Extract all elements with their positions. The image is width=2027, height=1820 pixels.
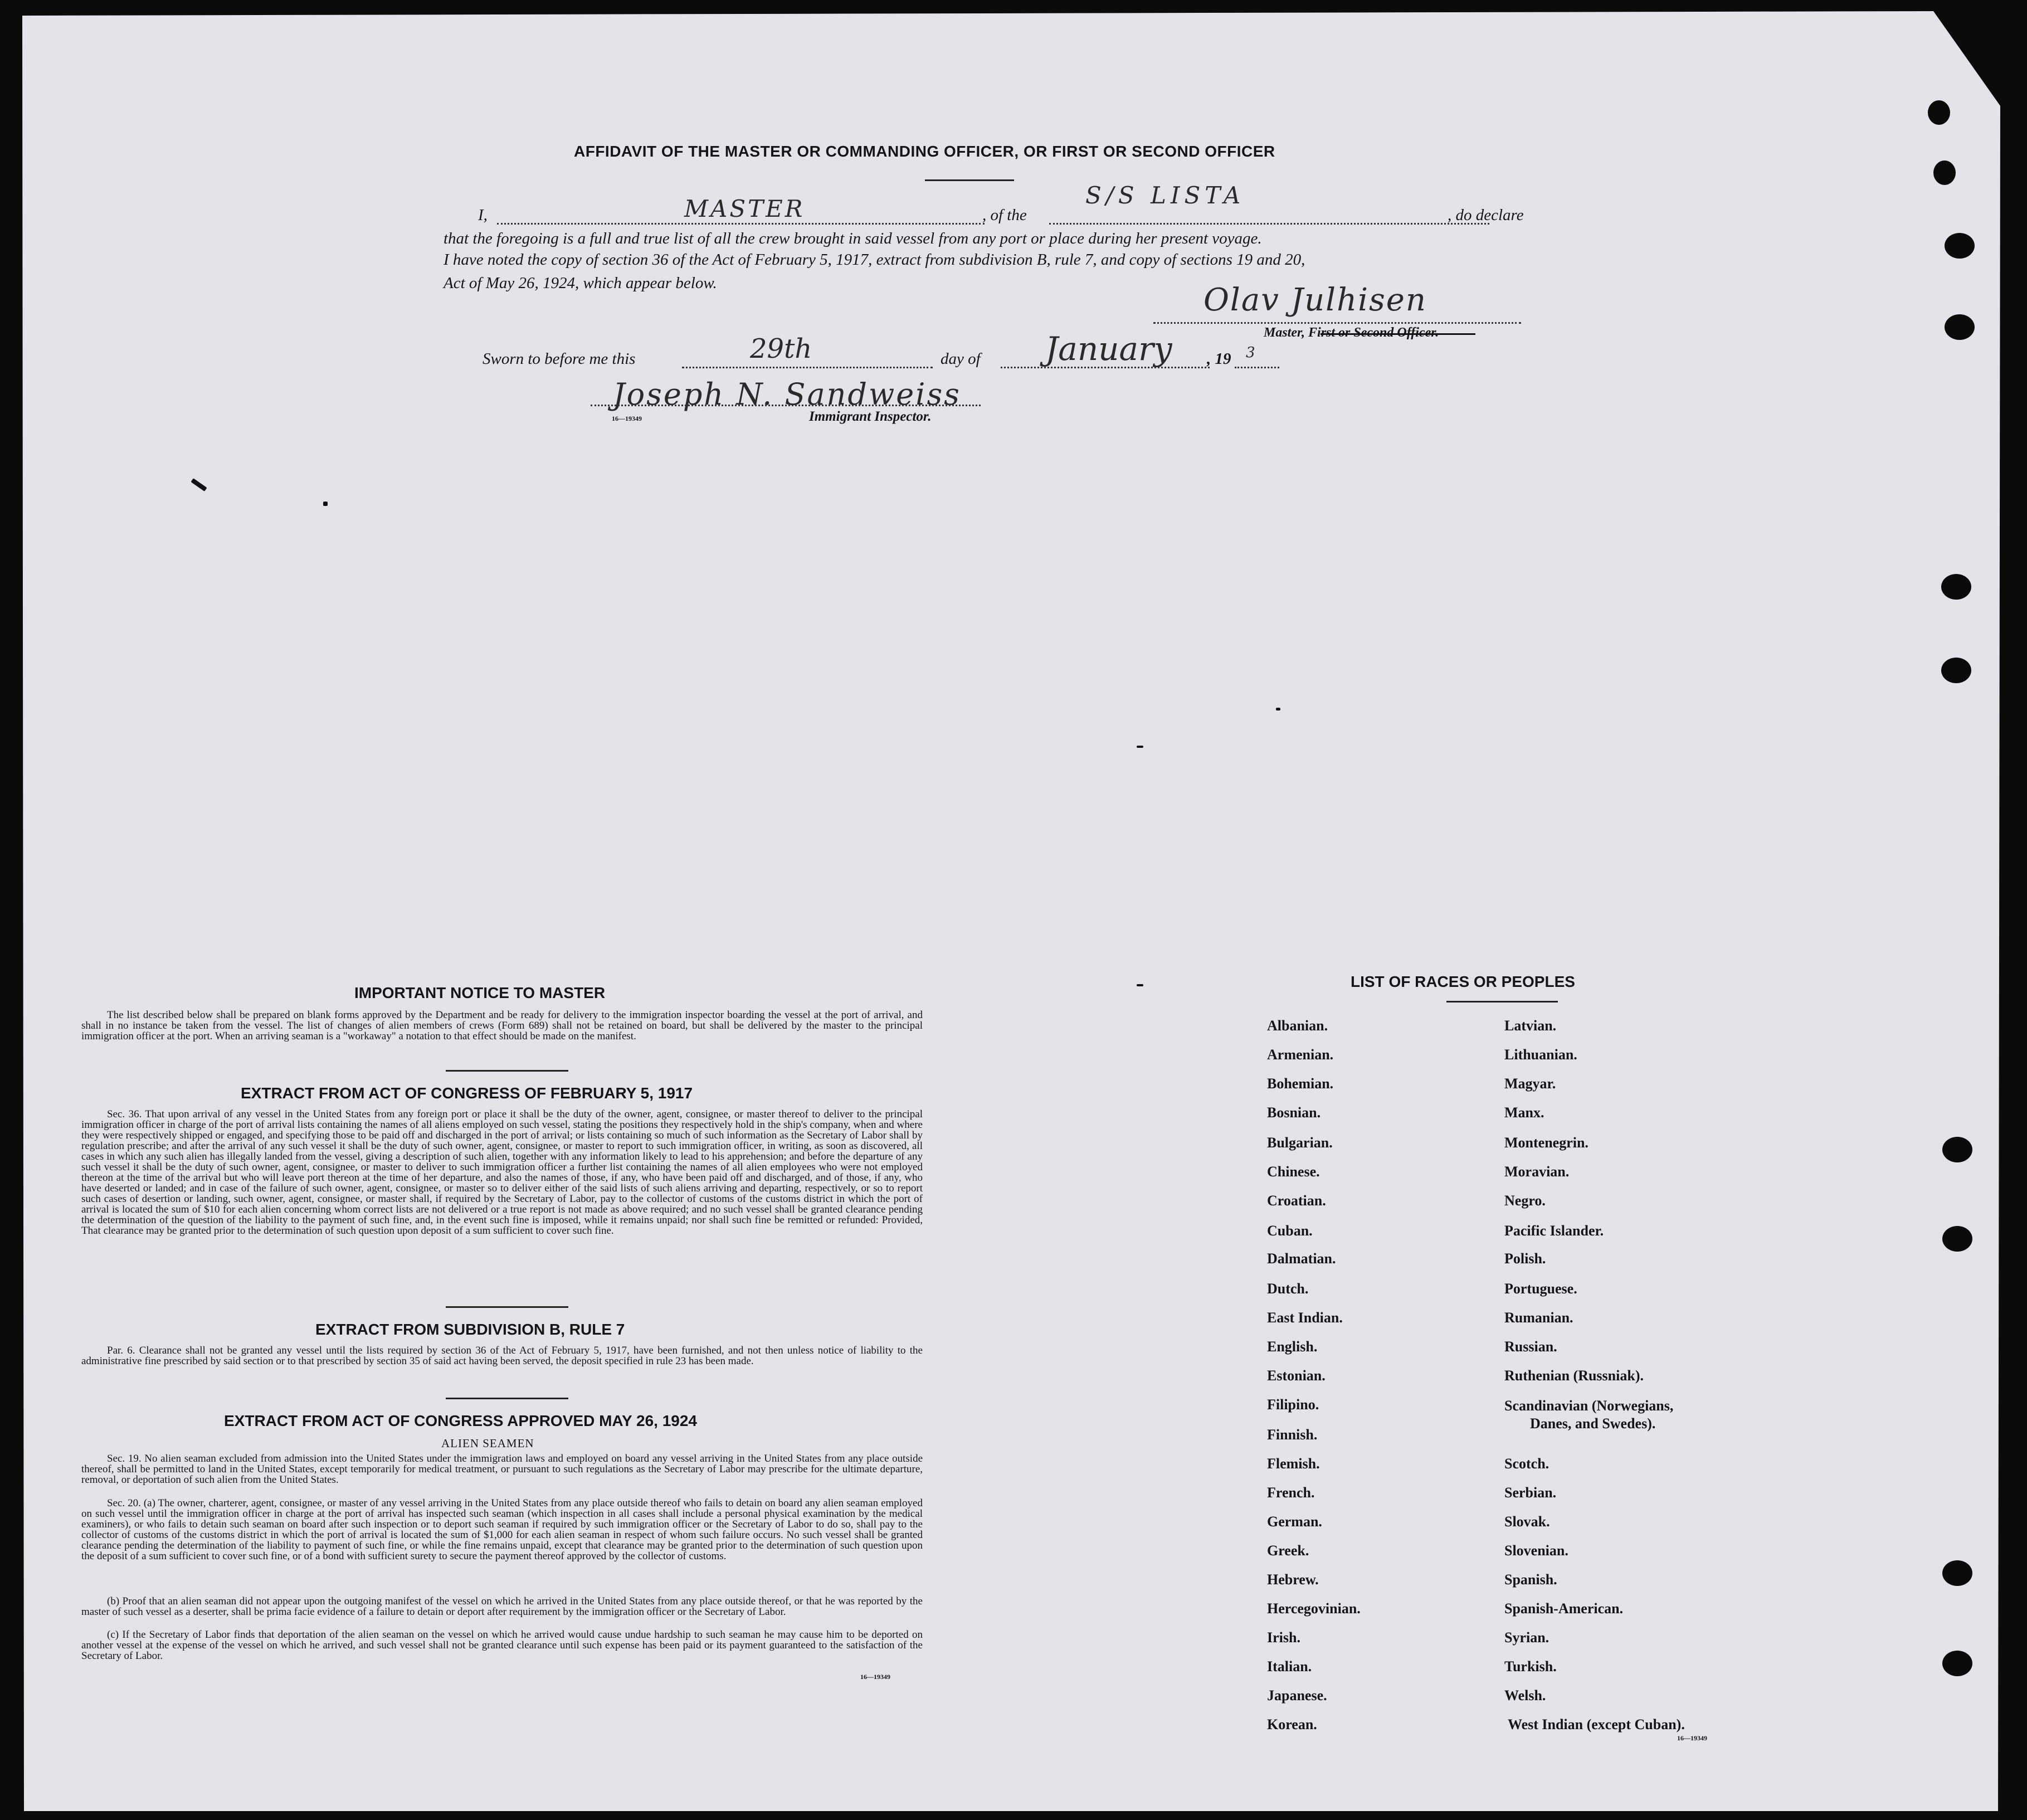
- declaration-line-2: that the foregoing is a full and true list of all the crew brought in said vessel from any port or place during her present voyage.: [444, 230, 1262, 247]
- race-right-item: Syrian.: [1504, 1629, 1550, 1646]
- strikethrough: [1321, 333, 1475, 335]
- extract-1924-title: EXTRACT FROM ACT OF CONGRESS APPROVED MAY 26, 1924: [224, 1412, 697, 1429]
- race-left-item: German.: [1267, 1514, 1322, 1530]
- binder-hole: [1941, 658, 1971, 683]
- divider: [446, 1070, 568, 1072]
- race-right-item: West Indian (except Cuban).: [1508, 1716, 1685, 1733]
- race-left-item: Dutch.: [1267, 1281, 1309, 1297]
- binder-hole: [1941, 574, 1971, 600]
- declaration-line-1: [445, 182, 1559, 231]
- race-right-item: Russian.: [1504, 1339, 1557, 1355]
- binder-hole: [1942, 1560, 1972, 1586]
- year-prefix: , 19: [1207, 350, 1231, 368]
- race-left-item: Dalmatian.: [1267, 1250, 1336, 1267]
- race-right-item: Moravian.: [1504, 1164, 1570, 1180]
- race-left-item: Cuban.: [1267, 1223, 1313, 1239]
- binder-hole: [1945, 233, 1975, 259]
- sworn-month-value[interactable]: January: [1045, 330, 1172, 368]
- race-left-item: English.: [1267, 1339, 1318, 1355]
- extract-rule7-title: EXTRACT FROM SUBDIVISION B, RULE 7: [315, 1321, 625, 1338]
- declaration-line-4: Act of May 26, 1924, which appear below.: [444, 274, 717, 292]
- race-right-item: Magyar.: [1504, 1076, 1556, 1092]
- race-left-item: Italian.: [1267, 1658, 1312, 1675]
- sworn-day-line: [682, 367, 933, 368]
- race-left-item: Greek.: [1267, 1542, 1309, 1559]
- master-signature-line: [1153, 322, 1521, 324]
- officer-field-value[interactable]: MASTER: [684, 195, 805, 222]
- stray-mark: [1137, 984, 1143, 986]
- extract-1924-sec20c: (c) If the Secretary of Labor finds that deportation of the alien seaman on the vessel on which he arrived would cause undue hardship to such seaman he may cause him to be deported on another vessel at the expense of the vessel on which he arrived, and such vessel shall not be granted clearance until such expense has been paid or its payment guaranteed to the satisfaction of the Secretary of Labor.: [81, 1629, 923, 1662]
- race-right-item: Spanish.: [1504, 1571, 1557, 1588]
- race-left-item: Croatian.: [1267, 1193, 1326, 1209]
- extract-rule7-body: Par. 6. Clearance shall not be granted any vessel until the lists required by section 36 of the Act of February 5, 1917, have been furnished, and not then unless notice of liability to the administrative fine prescribed by said section or to that prescribed by section 35 of said act having been served, the deposit specified in rule 23 has been made.: [81, 1345, 923, 1367]
- extract-1924-sec20b: (b) Proof that an alien seaman did not appear upon the outgoing manifest of the vessel on which he arrived in the United States from any place outside thereof, or that he was reported by the master of such vessel as a deserter, shall be prima facie evidence of a failure to detain or deport after requirement by the immigration officer or the Secretary of Labor.: [81, 1595, 923, 1618]
- extract-1924-form-number: 16—19349: [860, 1673, 890, 1681]
- divider: [925, 179, 1014, 181]
- extract-1924-sec19: Sec. 19. No alien seaman excluded from admission into the United States under the immigration laws and employed on board any vessel arriving in the United States from any place outside thereof, shall be permitted to land in the United States, except temporarily for medical treatment, or pursuant to such regulations as the Secretary of Labor may prescribe for the ultimate departure, removal, or deportation of such alien from the United States.: [81, 1453, 923, 1486]
- do-declare-label: , do declare: [1448, 206, 1524, 224]
- race-left-item: Bohemian.: [1267, 1076, 1334, 1092]
- binder-hole: [1928, 100, 1950, 125]
- year-line: [1235, 367, 1279, 368]
- race-right-item: Ruthenian (Russniak).: [1504, 1368, 1644, 1384]
- race-right-item: Polish.: [1504, 1250, 1546, 1267]
- caption-text: Master, First or Second Officer.: [1264, 325, 1439, 340]
- races-form-number: 16—19349: [1677, 1734, 1707, 1742]
- binder-hole: [1942, 1226, 1972, 1252]
- inspector-form-number: 16—19349: [612, 415, 642, 422]
- race-right-item: Rumanian.: [1504, 1310, 1573, 1326]
- inspector-signature: Joseph N. Sandweiss: [613, 377, 961, 412]
- binder-hole: [1933, 160, 1956, 185]
- race-right-item: Negro.: [1504, 1193, 1546, 1209]
- i-label: I,: [478, 206, 488, 224]
- race-left-item: Finnish.: [1267, 1427, 1318, 1443]
- race-right-item: Danes, and Swedes).: [1530, 1415, 1656, 1432]
- race-left-item: Hebrew.: [1267, 1571, 1319, 1588]
- race-left-item: Bulgarian.: [1267, 1135, 1333, 1151]
- race-right-item: Slovak.: [1504, 1514, 1550, 1530]
- race-left-item: Albanian.: [1267, 1018, 1328, 1034]
- race-right-item: Scandinavian (Norwegians,: [1504, 1398, 1674, 1414]
- stray-mark: [1276, 708, 1280, 711]
- race-left-item: East Indian.: [1267, 1310, 1343, 1326]
- race-right-item: Spanish-American.: [1504, 1600, 1624, 1617]
- inspector-signature-line: [591, 405, 981, 406]
- race-left-item: Chinese.: [1267, 1164, 1320, 1180]
- extract-1917-body: Sec. 36. That upon arrival of any vessel in the United States from any foreign port or place it shall be the duty of the owner, agent, consignee, or master thereof to deliver to the principal immigration officer in charge of the port of arrival lists containing the names of all aliens employed on such vessel, stating the positions they respectively hold in the ship's company, when and where they were respectively shipped or engaged, and specifying those to be paid off and discharged in the port of arrival; or lists containing so much of such information as the Secretary of Labor shall by regulation prescribe; and after the arrival of any such vessel it shall be the duty of such owner, agent, consignee, or master to report to such immigration officer, in writing, as soon as discovered, all cases in which any such alien has illegally landed from the vessel, giving a description of such alien, together with any information likely to lead to his apprehension; and before the departure of any such vessel it shall be the duty of such owner, agent, consignee, or master to deliver to such immigration officer a further list containing the names of all alien employees who were not employed thereon at the time of the arrival but who will leave port thereon at the time of her departure, and also the names of those, if any, who have been paid off and discharged, and of those, if any, who have deserted or landed; and in case of the failure of such owner, agent, consignee, or master so to deliver either of the said lists of such aliens arriving and departing, respectively, or so to report such cases of desertion or landing, such owner, agent, consignee, or master shall, if required by the Secretary of Labor, pay to the collector of customs of the customs district in which the port of arrival is located the sum of $10 for each alien concerning whom correct lists are not delivered or a true report is not made as above required; and no such vessel shall be granted clearance pending the determination of the question of the liability to the payment of such fine, and, in the event such fine is imposed, while it remains unpaid; nor shall such fine be remitted or refunded: Provided, That clearance may be granted prior to the determination of such question upon deposit of a sum sufficient to cover such fine.: [81, 1108, 923, 1237]
- race-left-item: Bosnian.: [1267, 1104, 1321, 1121]
- master-signature-caption: [1264, 325, 1439, 340]
- race-right-item: Serbian.: [1504, 1485, 1557, 1501]
- races-title: LIST OF RACES OR PEOPLES: [1351, 973, 1575, 990]
- race-right-item: Scotch.: [1504, 1456, 1550, 1472]
- extract-1924-subtitle: ALIEN SEAMEN: [441, 1437, 534, 1450]
- race-left-item: Korean.: [1267, 1716, 1317, 1733]
- race-left-item: Irish.: [1267, 1629, 1300, 1646]
- race-right-item: Latvian.: [1504, 1018, 1557, 1034]
- divider: [1446, 1001, 1558, 1003]
- officer-field-line: [497, 223, 985, 225]
- stray-mark: [1137, 746, 1143, 748]
- divider: [446, 1398, 568, 1399]
- notice-title: IMPORTANT NOTICE TO MASTER: [354, 984, 606, 1001]
- race-right-item: Lithuanian.: [1504, 1047, 1577, 1063]
- notice-body: The list described below shall be prepared on blank forms approved by the Department and be ready for delivery to the immigration inspector boarding the vessel at the port of arrival, and shall in no instance be taken from the vessel. The list of changes of alien members of crews (Form 689) shall not be retained on board, but shall be delivered by the master to the principal immigration officer at the port. When an arriving seaman is a "workaway" a notation to that effect should be made on the manifest.: [81, 1009, 923, 1042]
- divider: [446, 1306, 568, 1308]
- vessel-field-value[interactable]: S/S LISTA: [1085, 182, 1245, 209]
- binder-hole: [1945, 314, 1975, 340]
- race-right-item: Montenegrin.: [1504, 1135, 1589, 1151]
- race-left-item: Estonian.: [1267, 1368, 1326, 1384]
- sworn-day-value[interactable]: 29th: [750, 333, 812, 364]
- year-suffix[interactable]: 3: [1246, 344, 1255, 361]
- race-right-item: Turkish.: [1504, 1658, 1557, 1675]
- race-left-item: Flemish.: [1267, 1456, 1320, 1472]
- extract-1924-sec20a: Sec. 20. (a) The owner, charterer, agent, consignee, or master of any vessel arriving in the United States from any place outside thereof who fails to detain on board any alien seaman employed on such vessel until the immigration officer in charge at the port of arrival has inspected such seaman (which inspection in all cases shall include a personal physical examination by the medical examiners), or who fails to detain such seaman on board after such inspection or to deport such seaman if required by such immigration officer or the Secretary of Labor to do so, shall pay to the collector of customs of the customs district in which the port of arrival is located the sum of $1,000 for each alien seaman in respect of whom such failure occurs. No such vessel shall be granted clearance pending the determination of the liability to payment of such fine, or while the fine remains unpaid, except that clearance may be granted prior to the determination of such question upon the deposit of a sum sufficient to cover such fine, or of a bond with sufficient surety to secure the payment thereof approved by the collector of customs.: [81, 1497, 923, 1562]
- race-left-item: Hercegovinian.: [1267, 1600, 1361, 1617]
- stray-mark: [323, 502, 328, 506]
- race-left-item: Armenian.: [1267, 1047, 1334, 1063]
- race-right-item: Pacific Islander.: [1504, 1223, 1604, 1239]
- master-signature: Olav Julhisen: [1203, 282, 1427, 318]
- race-left-item: French.: [1267, 1485, 1315, 1501]
- race-right-item: Welsh.: [1504, 1687, 1546, 1704]
- binder-hole: [1942, 1137, 1972, 1162]
- sworn-label: Sworn to before me this: [483, 350, 636, 368]
- race-left-item: Filipino.: [1267, 1396, 1319, 1413]
- race-left-item: Japanese.: [1267, 1687, 1327, 1704]
- vessel-field-line: [1049, 223, 1489, 225]
- race-right-item: Manx.: [1504, 1104, 1544, 1121]
- declaration-line-3: I have noted the copy of section 36 of the Act of February 5, 1917, extract from subdivision B, rule 7, and copy of sections 19 and 20,: [444, 251, 1305, 269]
- of-the-label: , of the: [982, 206, 1027, 224]
- race-right-item: Slovenian.: [1504, 1542, 1568, 1559]
- extract-1917-title: EXTRACT FROM ACT OF CONGRESS OF FEBRUARY 5, 1917: [241, 1084, 693, 1102]
- race-right-item: Portuguese.: [1504, 1281, 1577, 1297]
- affidavit-title: AFFIDAVIT OF THE MASTER OR COMMANDING OFFICER, OR FIRST OR SECOND OFFICER: [574, 143, 1275, 160]
- binder-hole: [1942, 1651, 1972, 1676]
- day-of-label: day of: [941, 350, 981, 368]
- inspector-caption: Immigrant Inspector.: [809, 409, 932, 424]
